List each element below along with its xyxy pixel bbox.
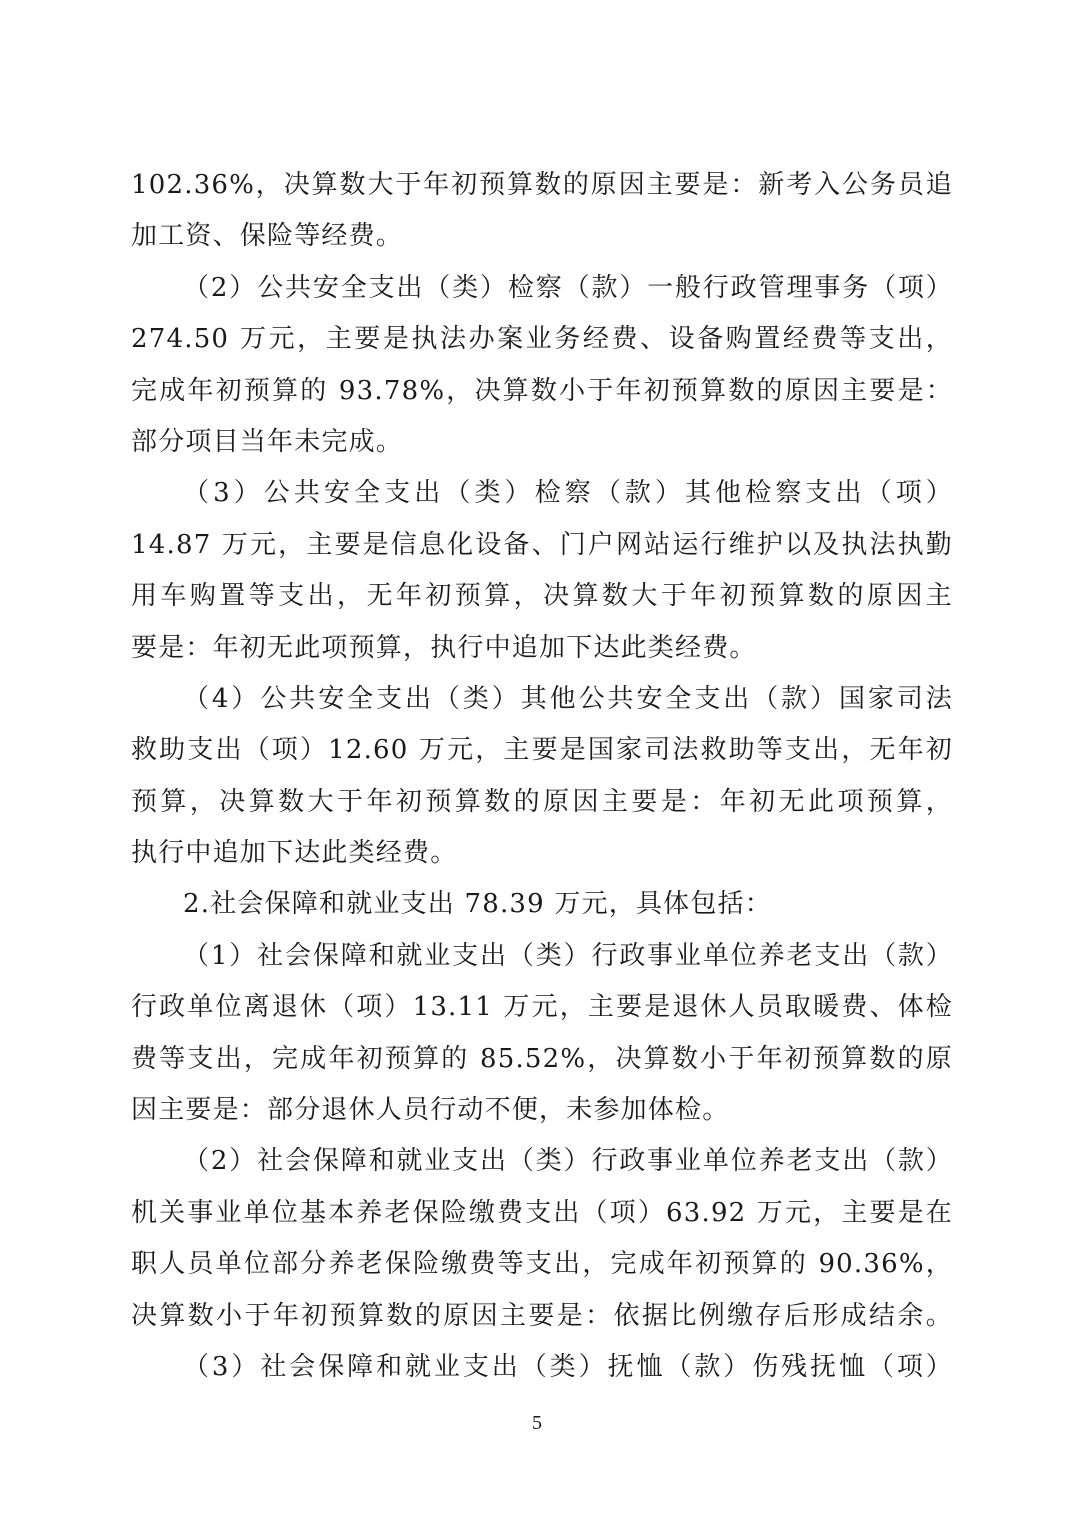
- text-line: 14.87 万元，主要是信息化设备、门户网站运行维护以及执法执勤: [131, 529, 953, 560]
- text-line: 执行中追加下达此类经费。: [131, 838, 458, 869]
- text-line: 行政单位离退休（项）13.11 万元，主要是退休人员取暖费、体检: [131, 992, 953, 1023]
- body-text: [131, 160, 953, 1393]
- text-line: 部分项目当年未完成。: [131, 426, 404, 457]
- text-line: 救助支出（项）12.60 万元，主要是国家司法救助等支出，无年初: [131, 735, 953, 766]
- text-line: 用车购置等支出，无年初预算，决算数大于年初预算数的原因主: [131, 581, 953, 612]
- text-line: 费等支出，完成年初预算的 85.52%，决算数小于年初预算数的原: [131, 1043, 953, 1074]
- text-line: 274.50 万元，主要是执法办案业务经费、设备购置经费等支出，: [131, 324, 953, 355]
- text-line: 2.社会保障和就业支出 78.39 万元，具体包括：: [183, 889, 772, 920]
- text-line: 预算，决算数大于年初预算数的原因主要是：年初无此项预算，: [131, 786, 953, 817]
- text-line: 决算数小于年初预算数的原因主要是：依据比例缴存后形成结余。: [131, 1300, 953, 1331]
- text-line: （4）公共安全支出（类）其他公共安全支出（款）国家司法: [183, 683, 953, 714]
- text-line: 完成年初预算的 93.78%，决算数小于年初预算数的原因主要是：: [131, 375, 953, 406]
- text-line: 102.36%，决算数大于年初预算数的原因主要是：新考入公务员追: [131, 170, 953, 200]
- text-line: 机关事业单位基本养老保险缴费支出（项）63.92 万元，主要是在: [131, 1197, 953, 1228]
- page-number: 5: [532, 1412, 542, 1434]
- text-line: （2）公共安全支出（类）检察（款）一般行政管理事务（项）: [183, 272, 953, 303]
- text-line: 因主要是：部分退休人员行动不便，未参加体检。: [131, 1095, 730, 1126]
- text-line: （3）社会保障和就业支出（类）抚恤（款）伤残抚恤（项）: [183, 1351, 953, 1382]
- text-line: 职人员单位部分养老保险缴费等支出，完成年初预算的 90.36%，: [131, 1249, 953, 1280]
- text-line: 要是：年初无此项预算，执行中追加下达此类经费。: [131, 632, 757, 663]
- text-line: （2）社会保障和就业支出（类）行政事业单位养老支出（款）: [183, 1146, 953, 1177]
- text-line: （1）社会保障和就业支出（类）行政事业单位养老支出（款）: [183, 940, 953, 971]
- text-line: （3）公共安全支出（类）检察（款）其他检察支出（项）: [183, 478, 953, 509]
- text-line: 加工资、保险等经费。: [131, 221, 404, 252]
